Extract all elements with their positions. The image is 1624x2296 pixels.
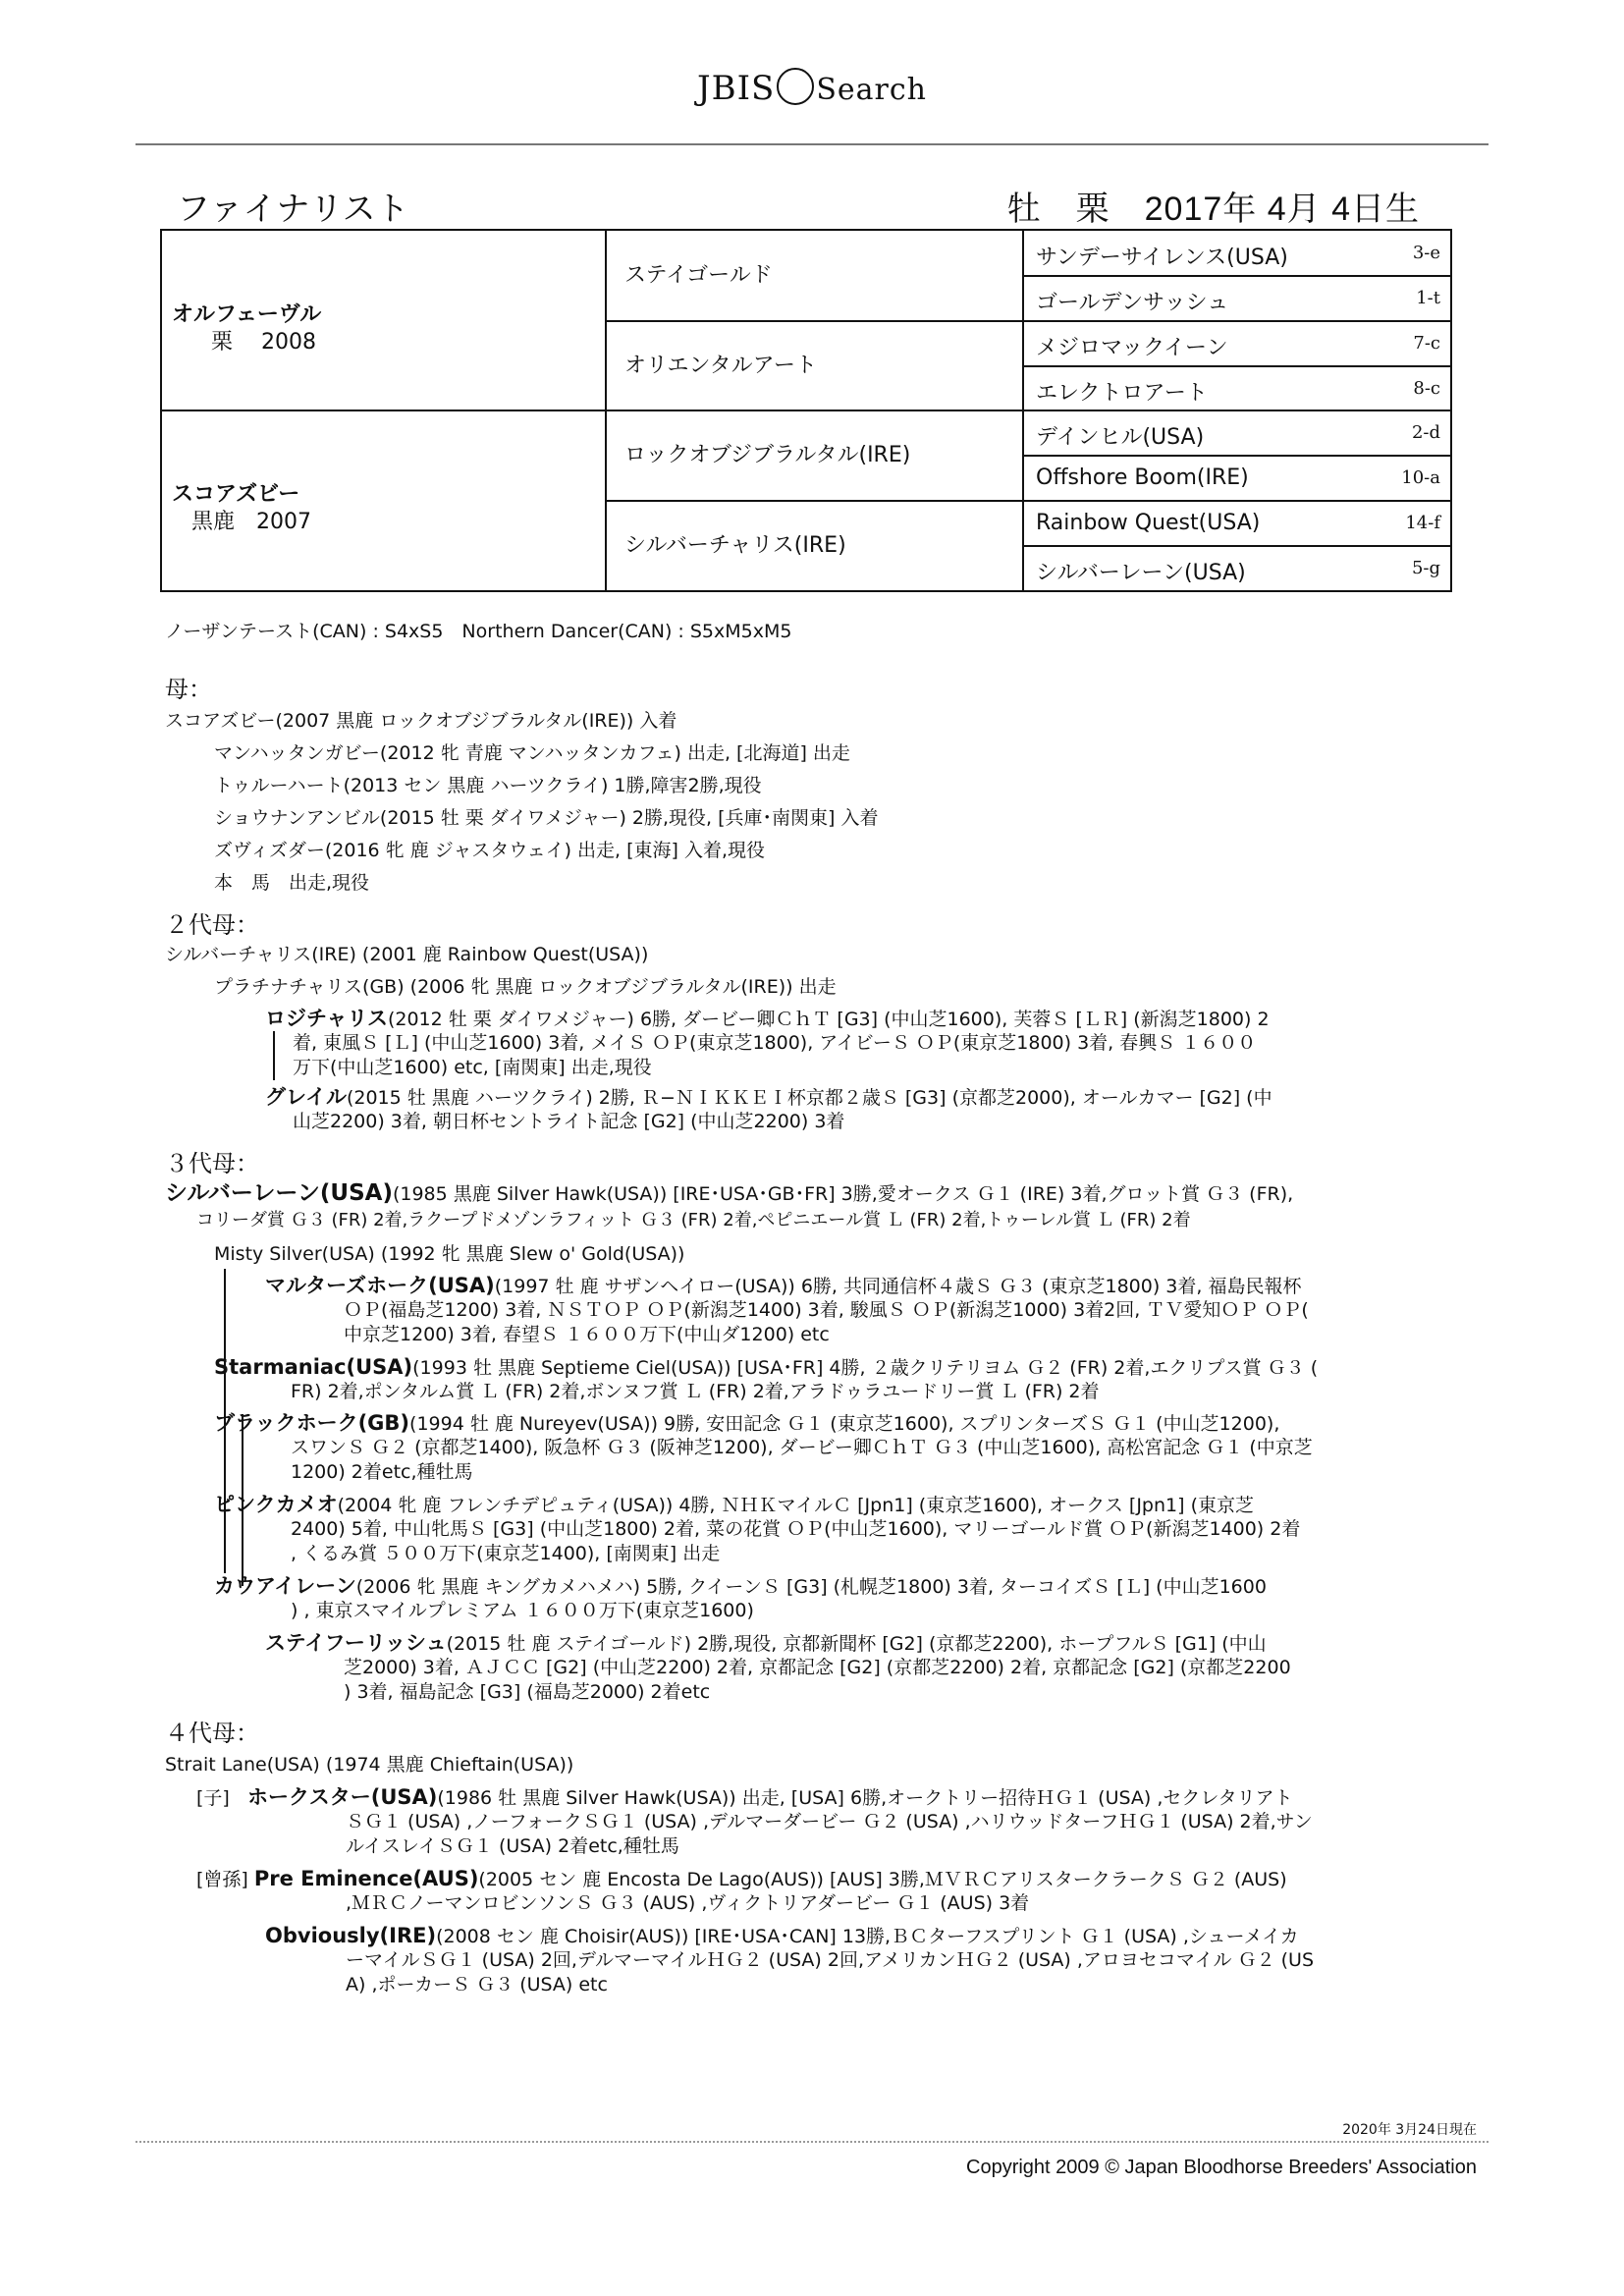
horse-name-bold: ピンクカメオ [214, 1493, 338, 1516]
as-of-date: 2020年 3月24日現在 [1342, 2122, 1477, 2138]
horse-record: (2015 牡 黒鹿 ハーツクライ) 2勝, Ｒ−ＮＩＫＫＥＩ杯京都２歳Ｓ [G3] (京都芝2000), オールカマー [G2] (中 [346, 1087, 1272, 1109]
g2-line [265, 1085, 1272, 1111]
g4-line [196, 1867, 1287, 1892]
gen3-name: Offshore Boom(IRE) [1036, 465, 1249, 490]
horse-name-bold: ホークスター(USA) [246, 1785, 438, 1809]
horse-name-bold: シルバーレーン(USA) [165, 1180, 393, 1206]
gen3-cell [1024, 410, 1450, 456]
dam-name: スコアズビー [172, 482, 300, 507]
horse-name-bold: ブラックホーク(GB) [214, 1411, 410, 1435]
gen2-name: シルバーチャリス(IRE) [624, 533, 846, 558]
horse-record: (2012 牡 栗 ダイワメジャー) 6勝, ダービー卿ＣｈＴ [G3] (中山芝1600), 芙蓉Ｓ [ＬＲ] (新潟芝1800) 2 [387, 1009, 1270, 1030]
dam-line: 本 馬 出走,現役 [214, 872, 370, 894]
family-number: 5-g [1411, 558, 1440, 578]
g2-line: 着, 東風Ｓ [Ｌ] (中山芝1600) 3着, メイＳ ＯＰ(東京芝1800), アイビーＳ ＯＰ(東京芝1800) 3着, 春興Ｓ １６００ [293, 1032, 1257, 1054]
header-rule [135, 143, 1489, 145]
family-number: 1-t [1416, 288, 1440, 308]
logo-text-right: Search [816, 73, 927, 107]
gen3-cell [1024, 231, 1450, 276]
dam-line: ショウナンアンビル(2015 牡 栗 ダイワメジャー) 2勝,現役, [兵庫･南関東] 入着 [214, 807, 879, 829]
g4-line [196, 1785, 1293, 1811]
horse-name-bold: ステイフーリッシュ [265, 1631, 447, 1655]
g3-line [165, 1181, 1293, 1207]
g2-line: シルバーチャリス(IRE) (2001 鹿 Rainbow Quest(USA)) [165, 944, 649, 965]
section-g4: ４代母： [165, 1720, 259, 1747]
horse-name-bold: グレイル [265, 1085, 347, 1109]
gen3-name: エレクトロアート [1036, 381, 1208, 406]
logo-text-left: JBIS [697, 69, 776, 108]
dam-line: ズヴィズダー(2016 牝 鹿 ジャスタウェイ) 出走, [東海] 入着,現役 [214, 840, 766, 861]
g3-line [214, 1574, 1267, 1600]
family-number: 7-c [1413, 333, 1440, 354]
g2-line: プラチナチャリス(GB) (2006 牝 黒鹿 ロックオブジブラルタル(IRE)) 出走 [214, 976, 837, 998]
g3-line [214, 1493, 1254, 1518]
family-number: 8-c [1413, 378, 1440, 399]
g4-line: A) ,ポーカーＳ Ｇ３ (USA) etc [346, 1974, 608, 1995]
g3-line [265, 1274, 1301, 1299]
g4-line [265, 1924, 1299, 1949]
sire-cell [162, 231, 607, 410]
gen3-name: サンデーサイレンス(USA) [1036, 246, 1288, 270]
horse-record: (1986 牡 黒鹿 Silver Hawk(USA)) 出走, [USA] 6勝,オークトリー招待ＨＧ１ (USA) ,セクレタリアト [437, 1787, 1293, 1809]
g4-line: ーマイルＳＧ１ (USA) 2回,デルマーマイルＨＧ２ (USA) 2回,アメリカンＨＧ２ (USA) ,アロヨセコマイル Ｇ２ (US [346, 1949, 1315, 1971]
horse-record: (2015 牡 鹿 ステイゴールド) 2勝,現役, 京都新聞杯 [G2] (京都芝2200), ホープフルＳ [G1] (中山 [446, 1633, 1267, 1655]
family-number: 3-e [1412, 243, 1440, 263]
g3-line: 2400) 5着, 中山牝馬Ｓ [G3] (中山芝1800) 2着, 菜の花賞 ＯＰ(中山芝1600), マリーゴールド賞 ＯＰ(新潟芝1400) 2着 [291, 1518, 1301, 1540]
family-number: 2-d [1411, 422, 1440, 443]
g3-line: FR) 2着,ポンタルム賞 Ｌ (FR) 2着,ボンヌフ賞 Ｌ (FR) 2着,アラドゥラユードリー賞 Ｌ (FR) 2着 [291, 1381, 1100, 1402]
g3-line: コリーダ賞 Ｇ３ (FR) 2着,ラクープドメゾンラフィット Ｇ３ (FR) 2着,ペピニエール賞 Ｌ (FR) 2着,トゥーレル賞 Ｌ (FR) 2着 [196, 1210, 1191, 1230]
family-number: 10-a [1401, 467, 1440, 488]
family-number: 14-f [1405, 513, 1440, 533]
g2-line: 山芝2200) 3着, 朝日杯セントライト記念 [G2] (中山芝2200) 3着 [293, 1111, 845, 1132]
gen2-name: オリエンタルアート [624, 354, 818, 378]
g4-line: ルイスレイＳＧ１ (USA) 2着etc,種牡馬 [346, 1835, 679, 1857]
g3-line: 中京芝1200) 3着, 春望Ｓ １６００万下(中山ダ1200) etc [344, 1324, 830, 1345]
horse-name-bold: カウアイレーン [214, 1574, 356, 1598]
jbis-search-logo [0, 69, 1624, 109]
gen3-name: ゴールデンサッシュ [1036, 291, 1229, 315]
g3-line [214, 1411, 1279, 1437]
dam-cell [162, 410, 607, 590]
g2-line [265, 1007, 1270, 1032]
horse-record: (1997 牡 鹿 サザンヘイロー(USA)) 6勝, 共同通信杯４歳Ｓ Ｇ３ (東京芝1800) 3着, 福島民報杯 [494, 1276, 1302, 1297]
progeny-bar [273, 1031, 275, 1080]
gen3-name: シルバーレーン(USA) [1036, 561, 1246, 585]
dam-detail: 黒鹿 2007 [191, 510, 311, 534]
footer-rule [135, 2141, 1489, 2143]
gen3-name: メジロマックイーン [1036, 336, 1228, 360]
g3-line: ＯＰ(福島芝1200) 3着, ＮＳＴＯＰ ＯＰ(新潟芝1400) 3着, 駿風Ｓ ＯＰ(新潟芝1000) 3着2回, ＴＶ愛知ＯＰ ＯＰ( [344, 1299, 1309, 1321]
horse-record: (1993 牡 黒鹿 Septieme Ciel(USA)) [USA･FR] 4勝, ２歳クリテリヨム Ｇ２ (FR) 2着,エクリプス賞 Ｇ３ ( [412, 1357, 1319, 1379]
gen3-cell [1024, 546, 1450, 591]
horse-name-bold: Starmaniac(USA) [214, 1355, 413, 1379]
horse-name-bold: Pre Eminence(AUS) [253, 1867, 479, 1890]
section-g2: ２代母： [165, 911, 259, 939]
horse-record: (2005 セン 鹿 Encosta De Lago(AUS)) [AUS] 3勝,ＭＶＲＣアリスタークラークＳ Ｇ２ (AUS) [478, 1869, 1287, 1890]
g3-line: Misty Silver(USA) (1992 牝 黒鹿 Slew o' Gold(USA)) [214, 1243, 685, 1265]
gen3-cell [1024, 276, 1450, 321]
gen2-name: ステイゴールド [624, 263, 773, 288]
gen3-cell [1024, 501, 1450, 546]
gen3-cell [1024, 321, 1450, 366]
horse-name-bold: Obviously(IRE) [265, 1924, 437, 1947]
horse-magnifier-icon [777, 68, 814, 105]
gen2-cell-4 [607, 501, 1024, 591]
section-dam: 母： [165, 676, 212, 703]
sire-detail: 栗 2008 [211, 330, 316, 355]
horse-name: ファイナリスト [177, 191, 409, 228]
dam-line: トゥルーハート(2013 セン 黒鹿 ハーツクライ) 1勝,障害2勝,現役 [214, 775, 762, 796]
g3-line: ) 3着, 福島記念 [G3] (福島芝2000) 2着etc [344, 1681, 711, 1703]
g3-line: ) , 東京スマイルプレミアム １６００万下(東京芝1600) [291, 1600, 754, 1621]
inbreeding-note: ノーザンテースト(CAN) : S4xS5 Northern Dancer(CAN) : S5xM5xM5 [165, 621, 792, 642]
pedigree-table [160, 229, 1452, 592]
gen3-cell [1024, 366, 1450, 411]
g2-line: 万下(中山芝1600) etc, [南関東] 出走,現役 [293, 1057, 652, 1078]
gen3-name: デインヒル(USA) [1036, 425, 1205, 450]
sire-name: オルフェーヴル [172, 302, 322, 327]
gen2-cell-2 [607, 321, 1024, 411]
g4-line: Strait Lane(USA) (1974 黒鹿 Chieftain(USA)) [165, 1754, 574, 1776]
horse-record: (2006 牝 黒鹿 キングカメハメハ) 5勝, クイーンＳ [G3] (札幌芝1800) 3着, ターコイズＳ [Ｌ] (中山芝1600 [355, 1576, 1267, 1598]
horse-record: (1994 牡 鹿 Nureyev(USA)) 9勝, 安田記念 Ｇ１ (東京芝1600), スプリンターズＳ Ｇ１ (中山芝1200), [409, 1413, 1280, 1435]
horse-name-bold: ロジチャリス [265, 1007, 388, 1030]
rule [1024, 455, 1450, 457]
g3-line [265, 1631, 1267, 1657]
gen2-name: ロックオブジブラルタル(IRE) [624, 443, 911, 467]
rule [1024, 365, 1450, 367]
g3-line: スワンＳ Ｇ２ (京都芝1400), 阪急杯 Ｇ３ (阪神芝1200), ダービー卿ＣｈＴ Ｇ３ (中山芝1600), 高松宮記念 Ｇ１ (中京芝 [291, 1437, 1313, 1458]
gen2-cell-3 [607, 410, 1024, 501]
g3-line: 1200) 2着etc,種牡馬 [291, 1461, 473, 1483]
relation-tag: [子] [196, 1787, 230, 1809]
g3-line: 芝2000) 3着, ＡＪＣＣ [G2] (中山芝2200) 2着, 京都記念 [G2] (京都芝2200) 2着, 京都記念 [G2] (京都芝2200 [344, 1657, 1291, 1678]
copyright: Copyright 2009 © Japan Bloodhorse Breeders' Association [966, 2157, 1477, 2178]
rule [1024, 545, 1450, 547]
horse-info: 牡 栗 2017年 4月 4日生 [1006, 191, 1420, 228]
rule [1024, 275, 1450, 277]
section-g3: ３代母： [165, 1150, 259, 1177]
g4-line: ,ＭＲＣノーマンロビンソンＳ Ｇ３ (AUS) ,ヴィクトリアダービー Ｇ１ (AUS) 3着 [346, 1892, 1030, 1914]
gen3-name: Rainbow Quest(USA) [1036, 511, 1261, 535]
horse-record: (2004 牝 鹿 フレンチデピュティ(USA)) 4勝, ＮＨＫマイルＣ [Jpn1] (東京芝1600), オークス [Jpn1] (東京芝 [337, 1495, 1254, 1516]
horse-record: (1985 黒鹿 Silver Hawk(USA)) [IRE･USA･GB･FR] 3勝,愛オークス Ｇ１ (IRE) 3着,グロット賞 Ｇ３ (FR), [392, 1183, 1294, 1205]
horse-record: (2008 セン 鹿 Choisir(AUS)) [IRE･USA･CAN] 13勝,ＢＣターフスプリント Ｇ１ (USA) ,シューメイカ [436, 1926, 1299, 1947]
relation-tag: [曾孫] [196, 1869, 248, 1890]
gen3-cell [1024, 456, 1450, 501]
gen2-cell-1 [607, 231, 1024, 321]
horse-name-bold: マルターズホーク(USA) [265, 1274, 495, 1297]
g3-line: , くるみ賞 ５００万下(東京芝1400), [南関東] 出走 [291, 1543, 721, 1564]
g3-line [214, 1355, 1318, 1381]
g4-line: ＳＧ１ (USA) ,ノーフォークＳＧ１ (USA) ,デルマーダービー Ｇ２ (USA) ,ハリウッドターフＨＧ１ (USA) 2着,サン [346, 1811, 1313, 1832]
dam-line: スコアズビー(2007 黒鹿 ロックオブジブラルタル(IRE)) 入着 [165, 710, 677, 732]
dam-line: マンハッタンガビー(2012 牝 青鹿 マンハッタンカフェ) 出走, [北海道] 出走 [214, 742, 850, 764]
